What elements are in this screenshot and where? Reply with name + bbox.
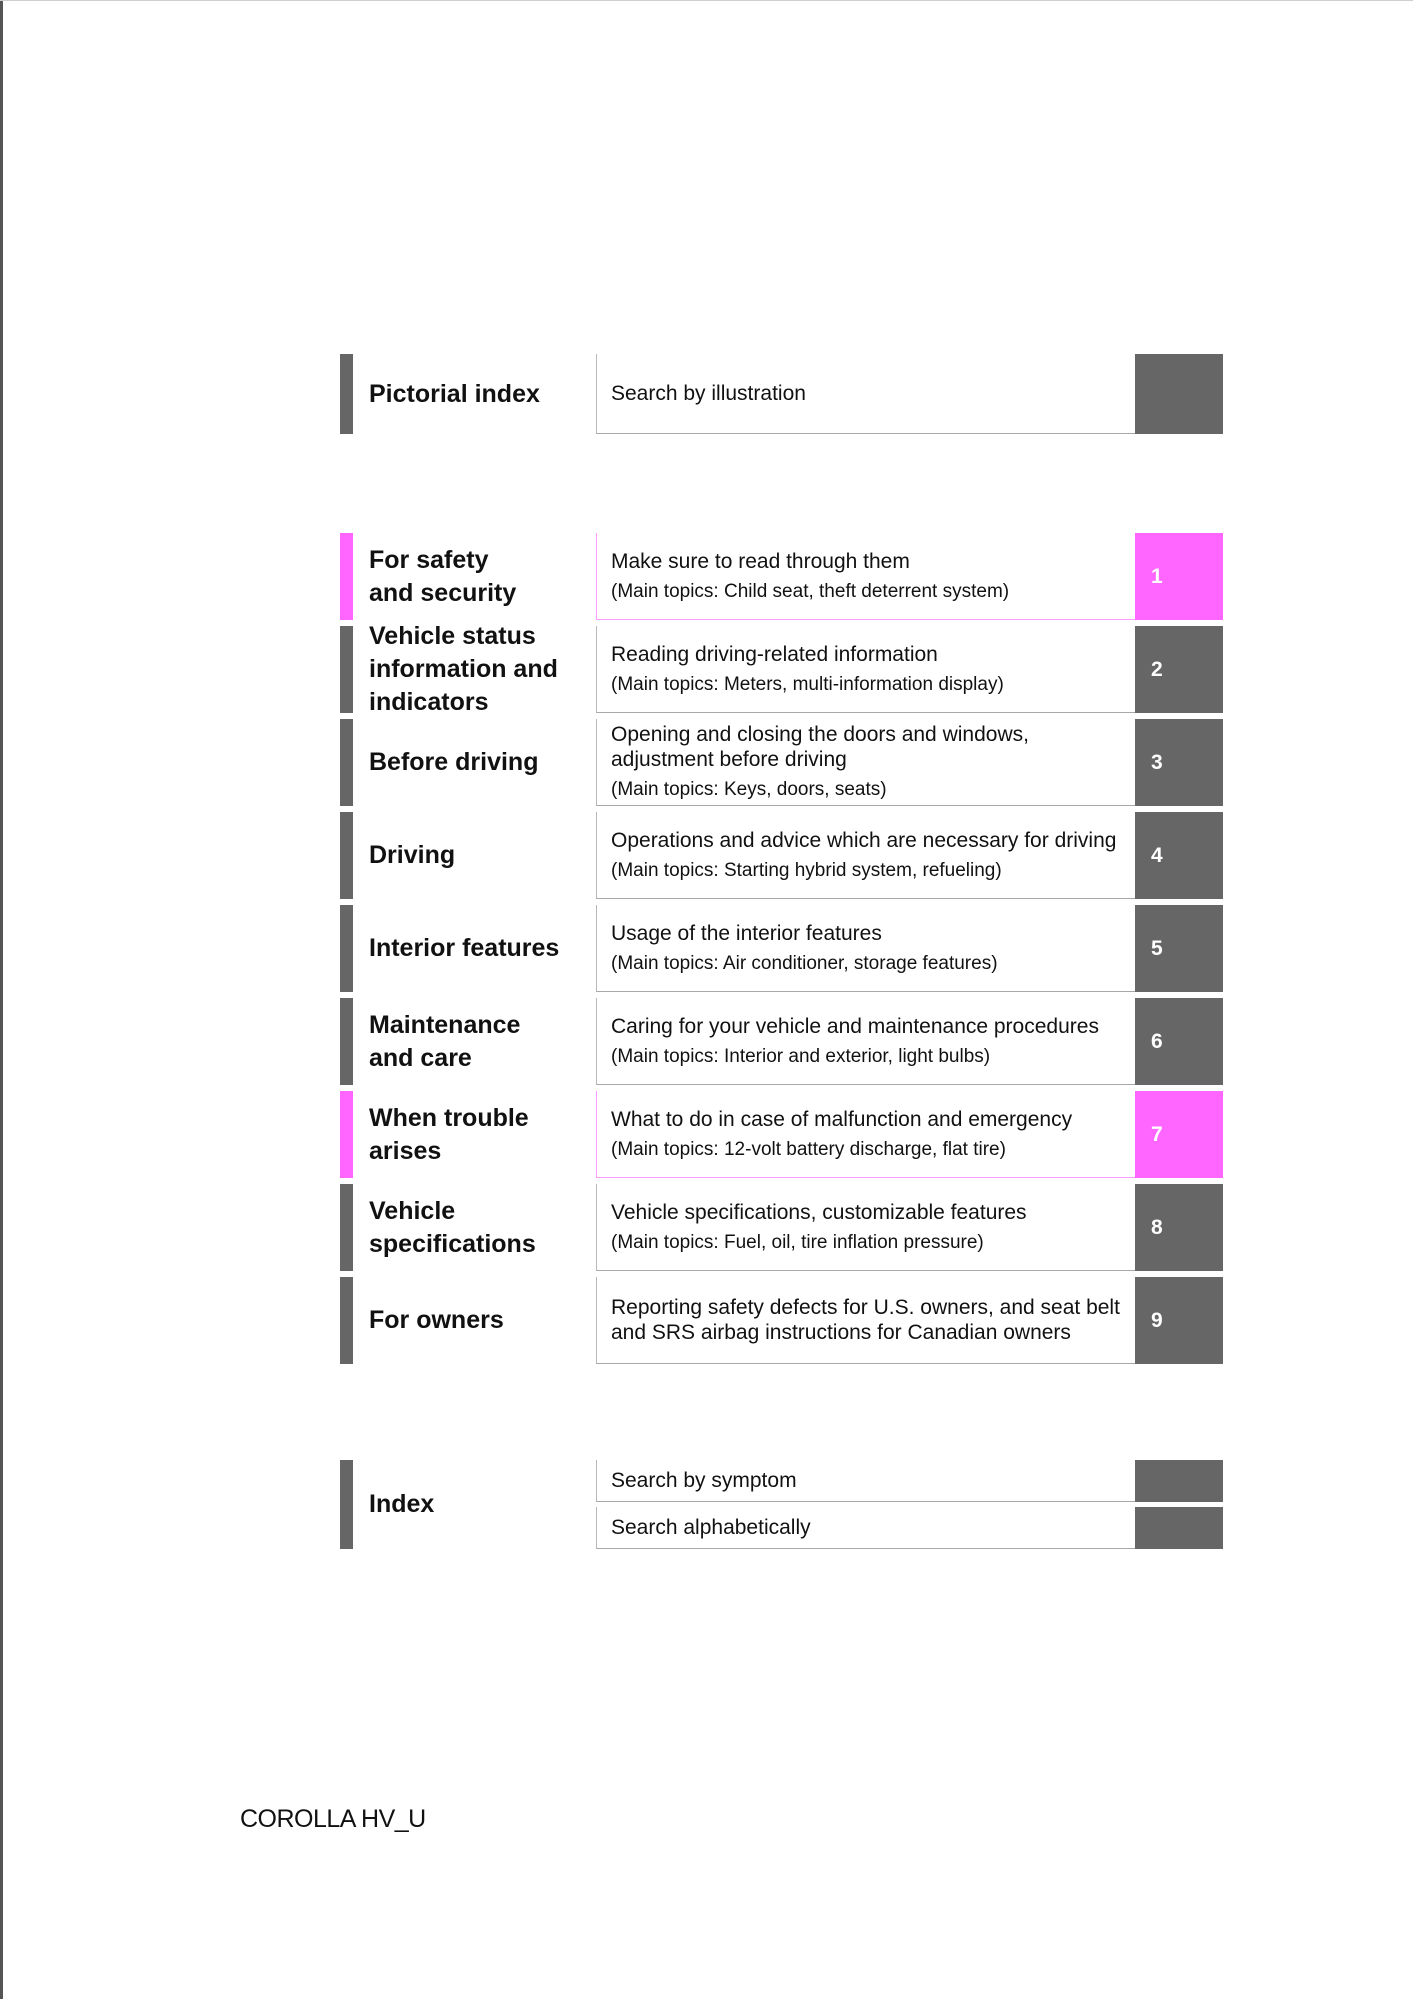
- chapter-description-text: Opening and closing the doors and windows, adjustment before driving: [611, 723, 1029, 771]
- side-bar: [340, 1460, 353, 1549]
- chapter-description-text: Vehicle specifications, customizable features: [611, 1200, 1027, 1224]
- chapter-tab[interactable]: 9: [1135, 1277, 1223, 1364]
- side-bar: [340, 1277, 353, 1364]
- chapter-description: [596, 905, 1135, 992]
- chapter-description: [596, 1184, 1135, 1271]
- chapter-title-line: indicators: [369, 688, 489, 716]
- chapter-title-line: Maintenance: [369, 1010, 521, 1039]
- chapter-title-text: [369, 1009, 520, 1075]
- chapter-main-topics: (Main topics: Meters, multi-information display): [611, 673, 1004, 695]
- chapter-title: [369, 998, 599, 1085]
- chapter-title-text: [369, 1102, 529, 1168]
- chapter-main-topics: (Main topics: Fuel, oil, tire inflation pressure): [611, 1231, 984, 1253]
- index-tab-alphabetical[interactable]: [1135, 1507, 1223, 1549]
- side-bar: [340, 998, 353, 1085]
- chapter-title-line: and security: [369, 578, 517, 607]
- chapter-row-6[interactable]: [340, 998, 1223, 1085]
- section-tab[interactable]: [1135, 354, 1223, 434]
- side-bar: [340, 533, 353, 620]
- chapter-main-topics: (Main topics: Child seat, theft deterrent system): [611, 580, 1010, 602]
- chapter-tab[interactable]: 5: [1135, 905, 1223, 992]
- index-row: [340, 1460, 1223, 1549]
- side-bar: [340, 1091, 353, 1178]
- chapter-title: [369, 812, 599, 899]
- index-entry-label-box: [596, 1460, 1135, 1502]
- side-bar: [340, 812, 353, 899]
- chapter-title: [369, 1091, 599, 1178]
- chapter-description: [596, 1277, 1135, 1364]
- chapter-title: [369, 1184, 599, 1271]
- chapter-main-topics: (Main topics: Starting hybrid system, refueling): [611, 859, 1002, 881]
- chapter-title-text: [369, 746, 538, 779]
- chapter-row-7[interactable]: [340, 1091, 1223, 1178]
- chapter-title-text: [369, 620, 558, 719]
- chapter-description-text: What to do in case of malfunction and emergency: [611, 1107, 1073, 1131]
- side-bar: [340, 354, 353, 434]
- chapter-row-8[interactable]: [340, 1184, 1223, 1271]
- section-title: Index: [369, 1490, 435, 1518]
- side-bar: [340, 719, 353, 806]
- chapter-description-text: Usage of the interior features: [611, 921, 882, 945]
- chapter-title-line: Before driving: [369, 748, 539, 776]
- section-description: [596, 354, 1135, 434]
- chapter-title-line: Driving: [369, 841, 456, 869]
- chapter-tab[interactable]: 1: [1135, 533, 1223, 620]
- chapter-description: [596, 533, 1135, 620]
- chapter-title-text: [369, 932, 559, 965]
- description-text: Search by illustration: [611, 382, 806, 405]
- chapter-title-text: [369, 839, 455, 872]
- model-code-footer: COROLLA HV_U: [240, 1805, 426, 1833]
- chapter-description-text: Reporting safety defects for U.S. owners, and seat belt and SRS airbag instructions for Canadian owners: [611, 1296, 1120, 1344]
- index-entry-label-box: [596, 1507, 1135, 1549]
- side-bar: [340, 905, 353, 992]
- chapter-tab[interactable]: 7: [1135, 1091, 1223, 1178]
- index-entry-alphabetical[interactable]: [596, 1507, 1223, 1549]
- chapter-row-1[interactable]: [340, 533, 1223, 620]
- chapter-description: [596, 719, 1135, 806]
- chapter-row-9[interactable]: [340, 1277, 1223, 1364]
- chapter-main-topics: (Main topics: 12-volt battery discharge, flat tire): [611, 1138, 1006, 1160]
- chapter-tab[interactable]: 4: [1135, 812, 1223, 899]
- chapter-description-text: Caring for your vehicle and maintenance procedures: [611, 1014, 1099, 1038]
- chapter-main-topics: (Main topics: Interior and exterior, light bulbs): [611, 1045, 991, 1067]
- chapter-title-text: [369, 1195, 536, 1261]
- chapter-title-line: arises: [369, 1136, 442, 1165]
- chapter-row-3[interactable]: [340, 719, 1223, 806]
- chapter-title: [369, 719, 599, 806]
- chapter-tab[interactable]: 8: [1135, 1184, 1223, 1271]
- chapter-title-line: When trouble: [369, 1103, 529, 1132]
- index-tab-symptom[interactable]: [1135, 1460, 1223, 1502]
- chapter-title-line: For owners: [369, 1306, 504, 1334]
- side-bar: [340, 626, 353, 713]
- side-bar: [340, 1184, 353, 1271]
- chapter-tab[interactable]: 2: [1135, 626, 1223, 713]
- chapter-title-line: and care: [369, 1043, 472, 1072]
- index-entry-label: Search alphabetically: [611, 1516, 811, 1539]
- chapter-title-line: Interior features: [369, 934, 560, 962]
- section-title: Pictorial index: [369, 379, 540, 408]
- page-top-edge: [0, 0, 1413, 1]
- chapter-tab[interactable]: 3: [1135, 719, 1223, 806]
- chapter-row-5[interactable]: [340, 905, 1223, 992]
- chapter-tab[interactable]: 6: [1135, 998, 1223, 1085]
- chapter-title: [369, 905, 599, 992]
- chapter-title: [369, 533, 599, 620]
- chapter-description: [596, 1091, 1135, 1178]
- chapter-title-line: Vehicle status: [369, 622, 536, 650]
- chapter-main-topics: (Main topics: Keys, doors, seats): [611, 779, 887, 800]
- index-entry-symptom[interactable]: [596, 1460, 1223, 1502]
- chapter-title-line: information and: [369, 655, 558, 683]
- chapter-description-text: Make sure to read through them: [611, 549, 910, 573]
- chapter-main-topics: (Main topics: Air conditioner, storage features): [611, 952, 998, 974]
- chapter-title-line: Vehicle: [369, 1196, 456, 1225]
- chapter-title: [369, 622, 599, 716]
- chapter-row-4[interactable]: [340, 812, 1223, 899]
- index-entry-label: Search by symptom: [611, 1469, 797, 1492]
- chapter-title: [369, 1277, 599, 1364]
- chapter-title-line: For safety: [369, 545, 489, 574]
- chapter-title-line: specifications: [369, 1229, 536, 1258]
- chapter-description: [596, 626, 1135, 713]
- chapter-title-text: [369, 1304, 504, 1337]
- chapter-description: [596, 998, 1135, 1085]
- chapter-description-text: Reading driving-related information: [611, 642, 938, 666]
- chapter-title-text: [369, 544, 516, 610]
- chapter-description-text: Operations and advice which are necessary for driving: [611, 828, 1117, 852]
- page-left-edge: [0, 0, 3, 1999]
- chapter-description: [596, 812, 1135, 899]
- pictorial-index-row[interactable]: [340, 354, 1223, 434]
- chapter-row-2[interactable]: [340, 622, 1223, 716]
